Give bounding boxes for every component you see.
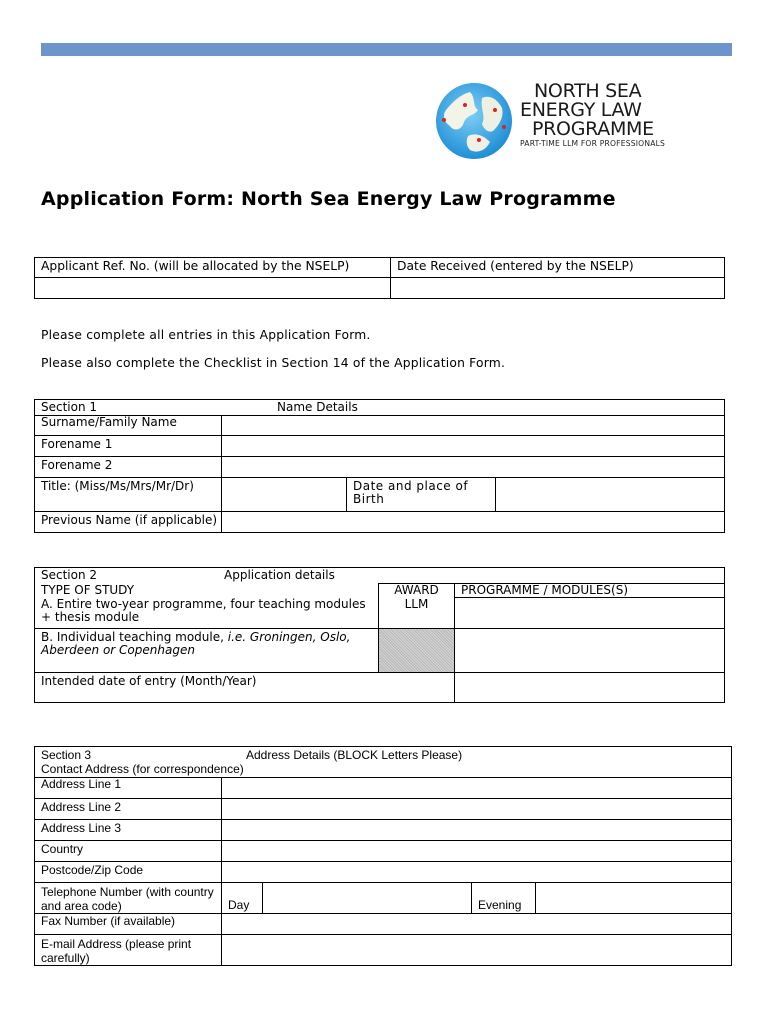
country-field[interactable] [222,840,732,861]
ref-number-label: Applicant Ref. No. (will be allocated by the NSELP) [35,258,391,278]
birth-field[interactable] [496,478,725,512]
section3-number: Section 3 [41,748,92,762]
option-b-prefix: B. Individual teaching module, [41,630,228,644]
forename1-label: Forename 1 [35,436,222,457]
logo-tagline: PART-TIME LLM FOR PROFESSIONALS [520,139,666,148]
office-use-table [34,257,725,299]
section2-heading: Application details [224,568,335,582]
section1-table [34,399,725,533]
forename2-label: Forename 2 [35,457,222,478]
birth-label: Date and place of Birth [347,478,496,512]
telephone-day-label: Day [222,882,263,913]
surname-field[interactable] [222,416,725,436]
date-received-field[interactable] [391,278,725,299]
address-line2-label: Address Line 2 [35,798,222,819]
section2-table [34,567,725,703]
forename2-field[interactable] [222,457,725,478]
postcode-field[interactable] [222,861,732,882]
section3-table [34,746,732,966]
logo-line-3: PROGRAMME [532,118,654,140]
section2-header [35,568,725,584]
option-a-label: A. Entire two-year programme, four teaching modules + thesis module [35,598,379,629]
entry-date-field[interactable] [455,673,725,703]
programme-header: PROGRAMME / MODULES(S) [455,584,725,598]
surname-label: Surname/Family Name [35,416,222,436]
fax-field[interactable] [222,913,732,934]
programme-a-field[interactable] [455,598,725,629]
address-line2-field[interactable] [222,798,732,819]
section3-heading: Address Details (BLOCK Letters Please) [246,748,463,762]
section1-number: Section 1 [41,400,98,414]
forename1-field[interactable] [222,436,725,457]
title-field[interactable] [222,478,347,512]
award-b-shaded-cell [379,629,455,673]
nselp-logo [432,80,682,164]
contact-address-label: Contact Address (for correspondence) [35,762,732,777]
postcode-label: Postcode/Zip Code [35,861,222,882]
country-label: Country [35,840,222,861]
date-received-label: Date Received (entered by the NSELP) [391,258,725,278]
section1-header [35,400,725,416]
ref-number-field[interactable] [35,278,391,299]
address-line3-field[interactable] [222,819,732,840]
instruction-2: Please also complete the Checklist in Section 14 of the Application Form. [41,356,506,370]
option-b-label [35,629,379,673]
previous-name-field[interactable] [222,512,725,533]
award-a-value: LLM [379,598,455,629]
logo-line-1: NORTH SEA [534,80,642,102]
telephone-evening-field[interactable] [536,882,732,913]
fax-label: Fax Number (if available) [35,913,222,934]
email-field[interactable] [222,934,732,965]
page-title: Application Form: North Sea Energy Law Programme [41,188,616,210]
telephone-day-field[interactable] [263,882,472,913]
section2-number: Section 2 [41,568,98,582]
section1-heading: Name Details [277,400,358,414]
type-of-study-header: TYPE OF STUDY [35,584,379,598]
logo-line-2: ENERGY LAW [520,99,642,121]
address-line1-label: Address Line 1 [35,777,222,798]
entry-date-label: Intended date of entry (Month/Year) [35,673,455,703]
previous-name-label: Previous Name (if applicable) [41,514,218,527]
section3-header [35,747,732,763]
award-header: AWARD [379,584,455,598]
programme-b-field[interactable] [455,629,725,673]
address-line3-label: Address Line 3 [35,819,222,840]
address-line1-field[interactable] [222,777,732,798]
instruction-1: Please complete all entries in this Application Form. [41,328,371,342]
telephone-evening-label: Evening [472,882,536,913]
telephone-label: Telephone Number (with country and area code) [35,882,222,913]
option-b-italic: i.e. Groningen, Oslo, Aberdeen or Copenhagen [41,630,351,657]
email-label: E-mail Address (please print carefully) [35,934,222,965]
title-label: Title: (Miss/Ms/Mrs/Mr/Dr) [35,478,222,512]
header-color-bar [41,43,732,56]
globe-map-icon [432,80,522,162]
